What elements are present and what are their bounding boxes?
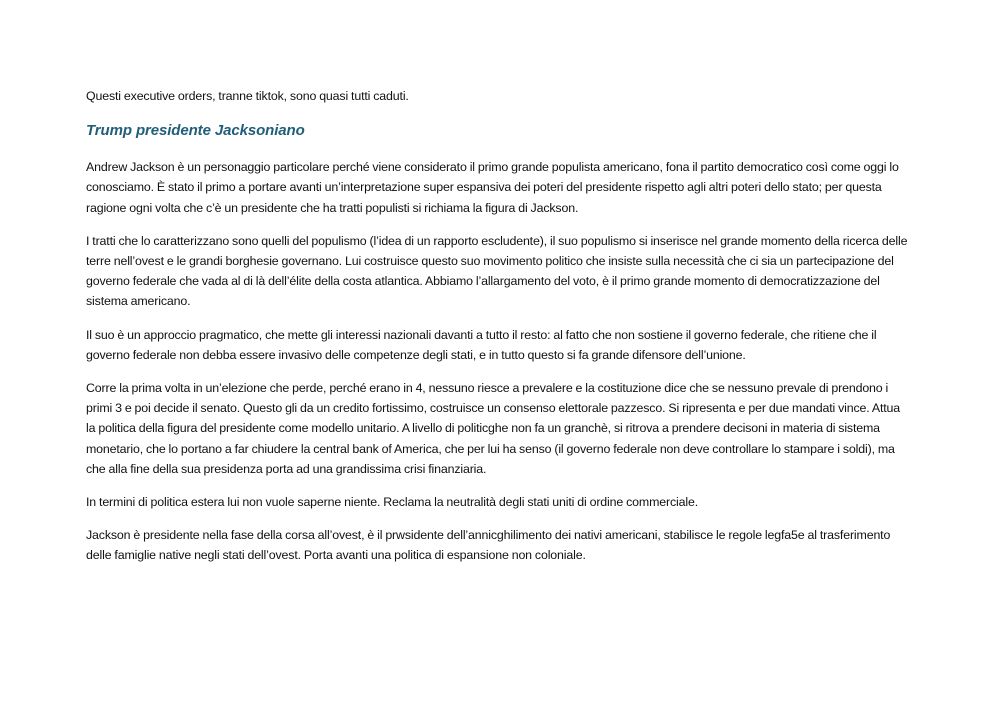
paragraph-pragmatism: Il suo è un approccio pragmatico, che mette gli interessi nazionali davanti a tutto il resto: al fatto che non sostiene il governo federale, che ritiene che il governo federale non debba essere invasivo delle competenze degli stati, e in tutto questo si fa grande difensore dell’unione. — [86, 327, 877, 362]
section-heading: Trump presidente Jacksoniano — [86, 122, 305, 140]
paragraph-populism: I tratti che lo caratterizzano sono quelli del populismo (l’idea di un rapporto escludente), il suo populismo si inserisce nel grande momento della ricerca delle terre nell’ovest e le grandi borghesie governano. Lui costruisce questo suo movimento politico che insiste sulla necessità che ci sia un partecipazione del governo federale che vada al di là dell’élite della costa atlantica. Abbiamo l’allargamento del voto, è il primo grande momento di democratizzazione del sistema americano. — [86, 233, 908, 309]
paragraph-westward: Jackson è presidente nella fase della corsa all’ovest, è il prwsidente dell’annicghilimento dei nativi americani, stabilisce le regole legfa5e al trasferimento delle famiglie native negli stati dell’ovest. Porta avanti una politica di espansione non coloniale. — [86, 528, 891, 563]
paragraph-elections: Corre la prima volta in un’elezione che perde, perché erano in 4, nessuno riesce a prevalere e la costituzione dice che se nessuno prevale di prendono i primi 3 e poi decide il senato. Questo gli da un credito fortissimo, costruisce un consenso elettorale pazzesco. Si ripresenta e per due mandati vince. Attua la politica della figura del presidente come modello unitario. A livello di politicghe non fa un granchè, si ritrova a prendere decisoni in materia di sistema monetario, che lo portano a far chiudere la central bank of America, che per lui ha senso (il governo federale non deve controllare lo stampare i soldi), ma che alla fine della sua presidenza porta ad una grandissima crisi finanziaria. — [86, 381, 901, 476]
paragraph-jackson-intro: Andrew Jackson è un personaggio particolare perché viene considerato il primo grande populista americano, fona il partito democratico così come oggi lo conosciamo. È stato il primo a portare avanti un’interpretazione super espansiva dei poteri del presidente rispetto agli altri poteri dello stato; per questa ragione ogni volta che c’è un presidente che ha tratti populisti si richiama la figura di Jackson. — [86, 160, 899, 215]
paragraph-foreign-policy: In termini di politica estera lui non vuole saperne niente. Reclama la neutralità degli stati uniti di ordine commerciale. — [86, 495, 698, 510]
document-page — [86, 86, 912, 579]
intro-paragraph: Questi executive orders, tranne tiktok, sono quasi tutti caduti. — [86, 89, 409, 103]
